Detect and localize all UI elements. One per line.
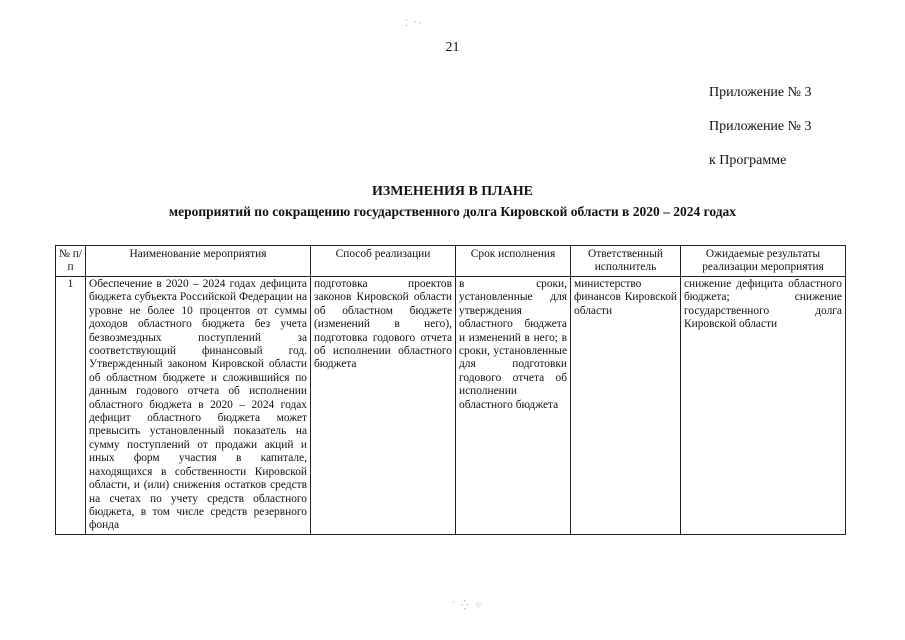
header-results: Ожидаемые результаты реализации мероприятия: [681, 246, 846, 277]
plan-table: [55, 245, 846, 535]
document-subtitle: мероприятий по сокращению государственного долга Кировской области в 2020 – 2024 годах: [168, 204, 737, 219]
cell-responsible: министерство финансов Кировской области: [571, 277, 681, 535]
cell-results: снижение дефицита областного бюджета; снижение государственного долга Кировской области: [681, 277, 846, 535]
cell-deadline: в сроки, установленные для утверждения областного бюджета и изменений в него; в сроки, установленные для подготовки годового отчета об исполнении областного бюджета: [456, 277, 571, 535]
header-responsible: Ответственный исполнитель: [571, 246, 681, 277]
appendix-label: Приложение № 3: [709, 85, 812, 100]
table-header-row: [56, 246, 846, 277]
appendix-program-ref: к Программе: [709, 153, 787, 168]
table-row: [56, 277, 846, 535]
cell-method: подготовка проектов законов Кировской области об областном бюджете (изменений в него), подготовка годового отчета об исполнении областного бюджета: [311, 277, 456, 535]
document-title: ИЗМЕНЕНИЯ В ПЛАНЕ: [372, 184, 533, 199]
scan-specks-top: ⁚ ˑ·: [405, 18, 424, 28]
appendix-label-repeat: Приложение № 3: [709, 119, 812, 134]
cell-name: Обеспечение в 2020 – 2024 годах дефицита бюджета субъекта Российской Федерации на уровне не более 10 процентов от суммы доходов областного бюджета без учета безвозмездных поступлений за соответствующий финансовый год. Утвержденный законом Кировской области об областном бюджете и сложившийся по данным годового отчета об исполнении областного бюджета в 2020 – 2024 годах дефицит областного бюджета может превысить установленный показатель на сумму поступлений от продажи акций и иных форм участия в капитале, находящихся в собственности Кировской области, и (или) снижения остатков средств на счетах по учету средств областного бюджета, в том числе средств резервного фонда: [86, 277, 311, 535]
header-name: Наименование мероприятия: [86, 246, 311, 277]
scan-specks-bottom: ˙ ⁛ ⁘: [452, 600, 485, 610]
header-method: Способ реализации: [311, 246, 456, 277]
cell-number: 1: [56, 277, 86, 535]
header-number: № п/п: [56, 246, 86, 277]
header-deadline: Срок исполнения: [456, 246, 571, 277]
page-number: 21: [445, 40, 460, 55]
